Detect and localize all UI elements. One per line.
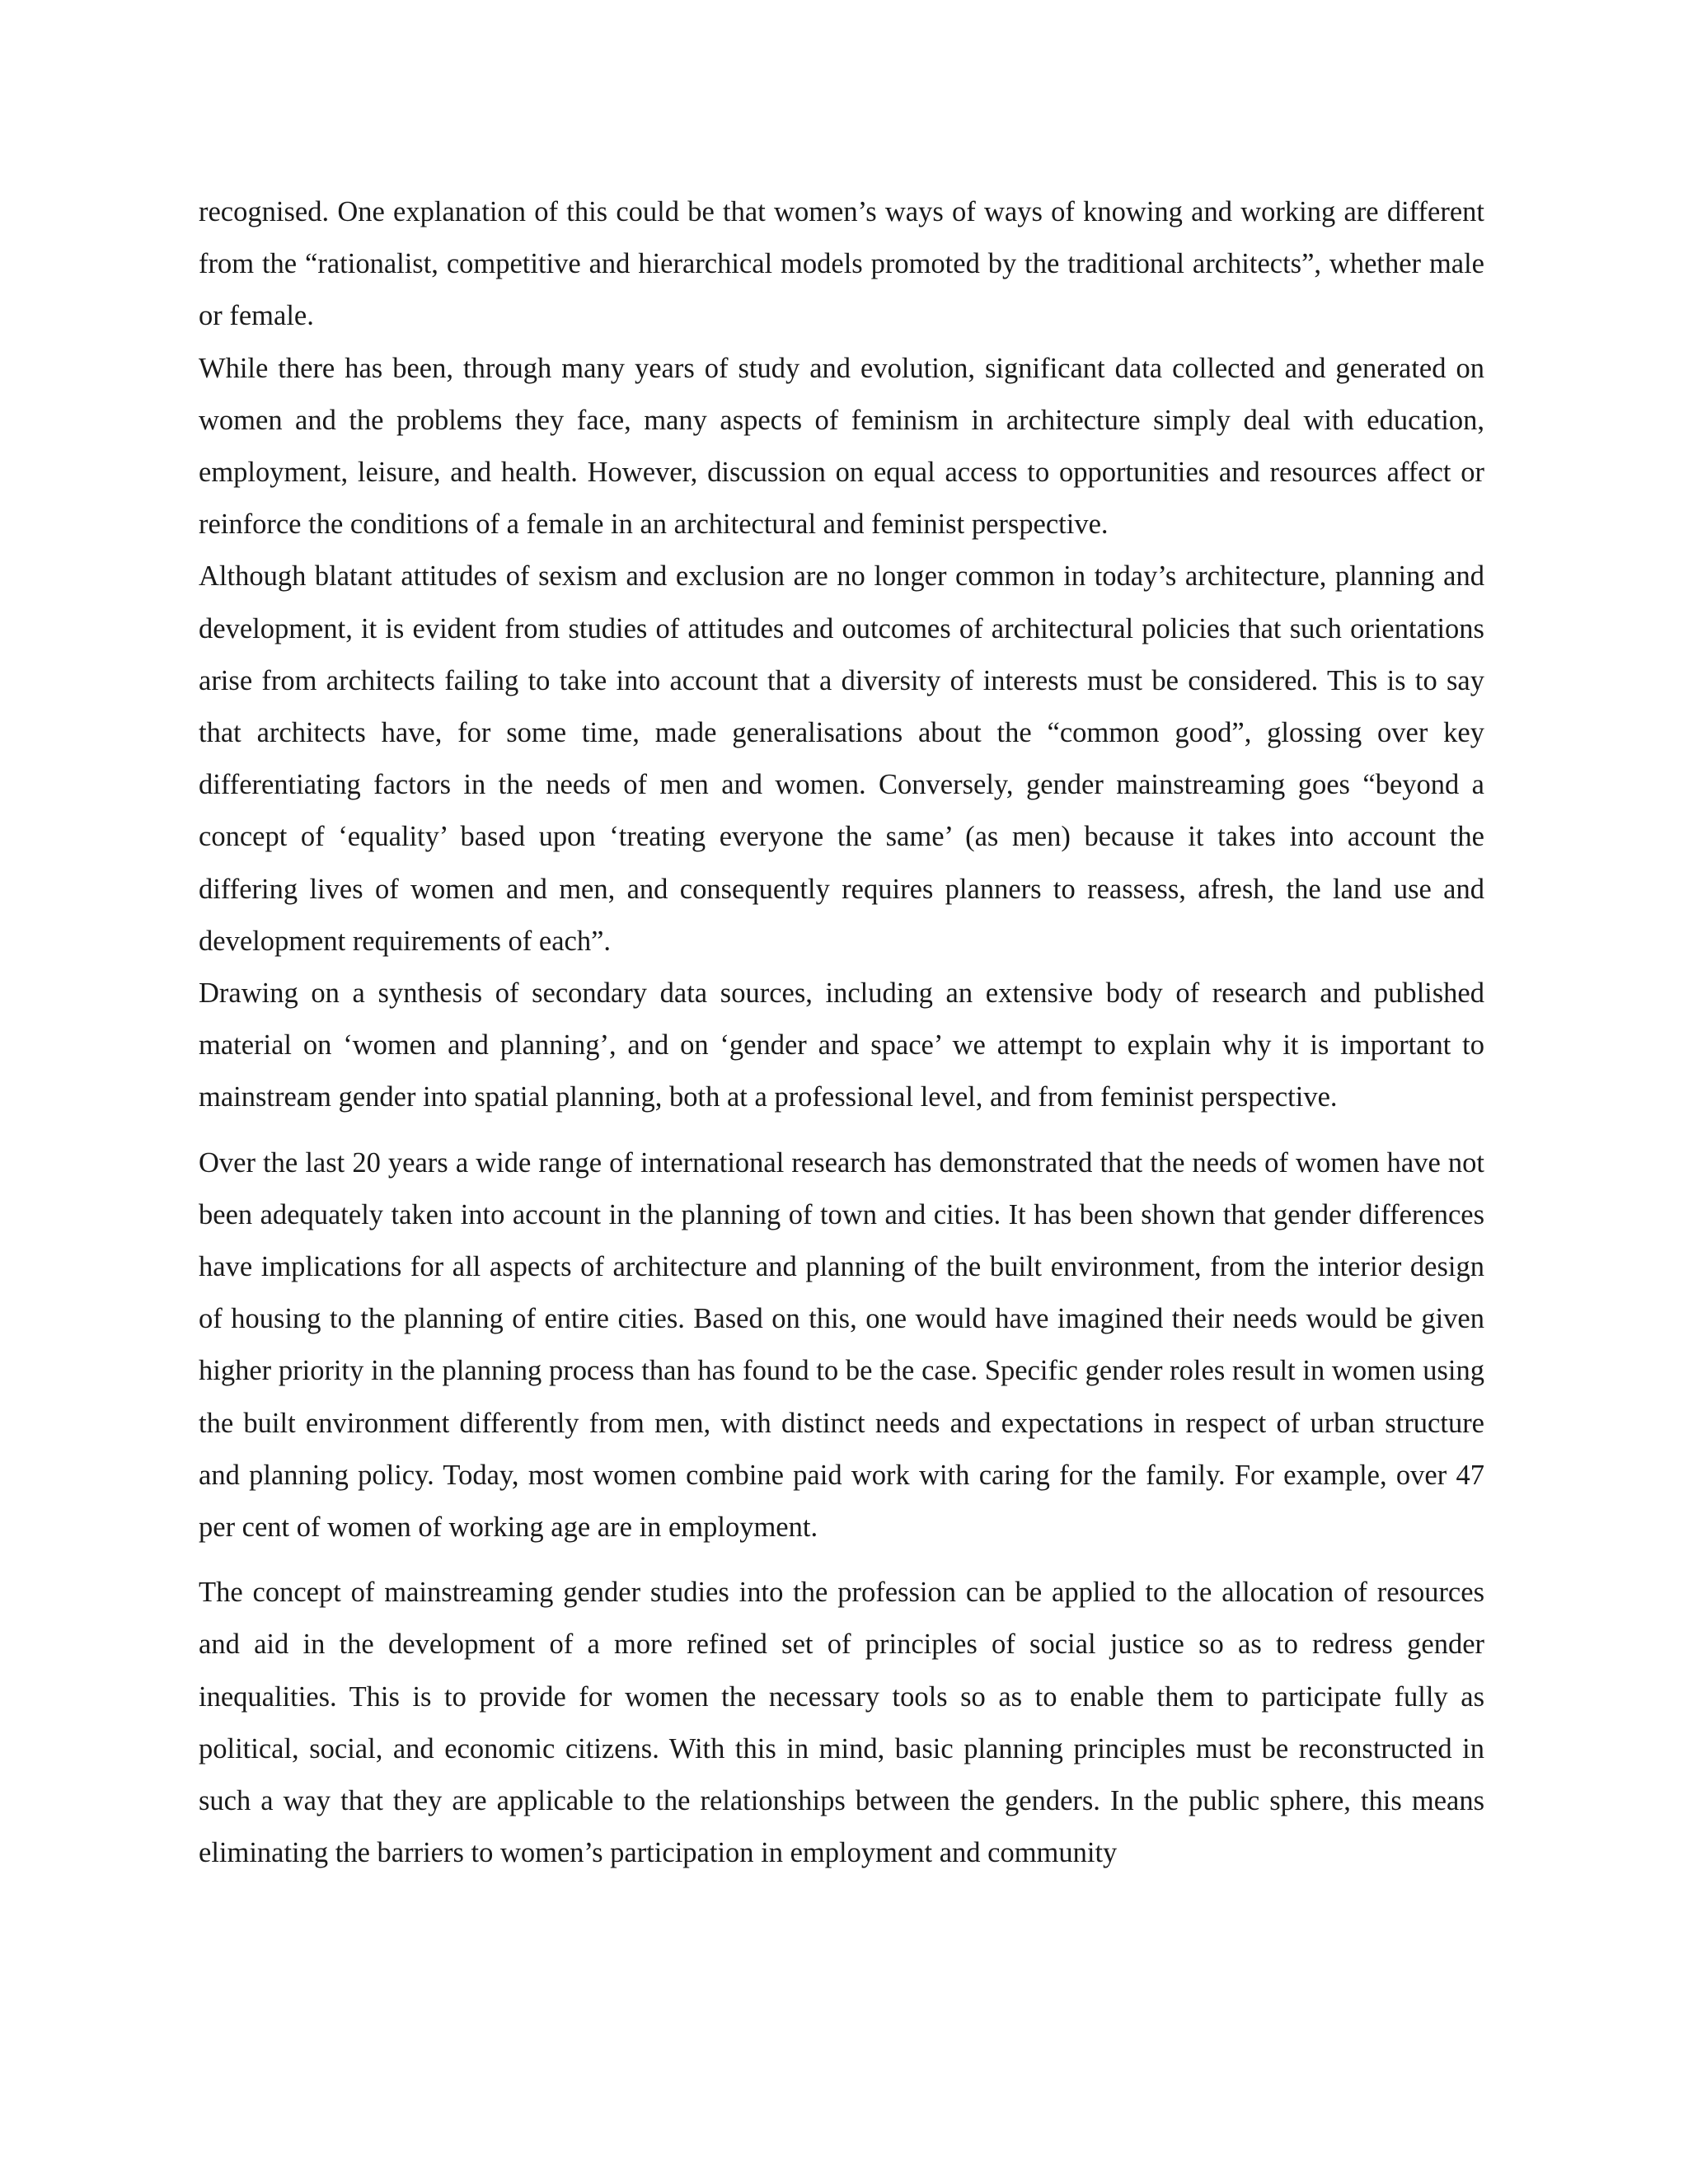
paragraph-international-research: Over the last 20 years a wide range of international research has demonstrated that the needs of women have not been adequately taken into account in the planning of town and cities. It has been shown that gender differences have implications for all aspects of architecture and planning of the built environment, from the interior design of housing to the planning of entire cities. Based on this, one would have imagined their needs would be given higher priority in the planning process than has found to be the case. Specific gender roles result in women using the built environment differently from men, with distinct needs and expectations in respect of urban structure and planning policy. Today, most women combine paid work with caring for the family. For example, over 47 per cent of women of working age are in employment. [199,1146,1484,1544]
paragraph-continuation: recognised. One explanation of this could be that women’s ways of ways of knowing and working are different from the “rationalist, competitive and hierarchical models promoted by the traditional architects”, whether male or female. [199,196,1484,332]
paragraph-mainstreaming-concept: The concept of mainstreaming gender studies into the profession can be applied to the allocation of resources and aid in the development of a more refined set of principles of social justice so as to redress gender inequalities. This is to provide for women the necessary tools so as to enable them to participate fully as political, social, and economic citizens. With this in mind, basic planning principles must be reconstructed in such a way that they are applicable to the relationships between the genders. In the public sphere, this means eliminating the barriers to women’s participation in employment and community [199,1577,1484,1869]
paragraph-data-on-women: While there has been, through many years of study and evolution, significant data collected and generated on women and the problems they face, many aspects of feminism in architecture simply deal with education, employment, leisure, and health. However, discussion on equal access to opportunities and resources affect or reinforce the conditions of a female in an architectural and feminist perspective. [199,352,1484,541]
paragraph-sexism-exclusion: Although blatant attitudes of sexism and exclusion are no longer common in today’s architecture, planning and development, it is evident from studies of attitudes and outcomes of architectural policies that such orientations arise from architects failing to take into account that a diversity of interests must be considered. This is to say that architects have, for some time, made generalisations about the “common good”, glossing over key differentiating factors in the needs of men and women. Conversely, gender mainstreaming goes “beyond a concept of ‘equality’ based upon ‘treating everyone the same’ (as men) because it takes into account the differing lives of women and men, and consequently requires planners to reassess, afresh, the land use and development requirements of each”. [199,560,1484,957]
body-text [199,186,1484,1880]
paragraph-secondary-sources: Drawing on a synthesis of secondary data sources, including an extensive body of research and published material on ‘women and planning’, and on ‘gender and space’ we attempt to explain why it is important to mainstream gender into spatial planning, both at a professional level, and from feminist perspective. [199,977,1484,1113]
